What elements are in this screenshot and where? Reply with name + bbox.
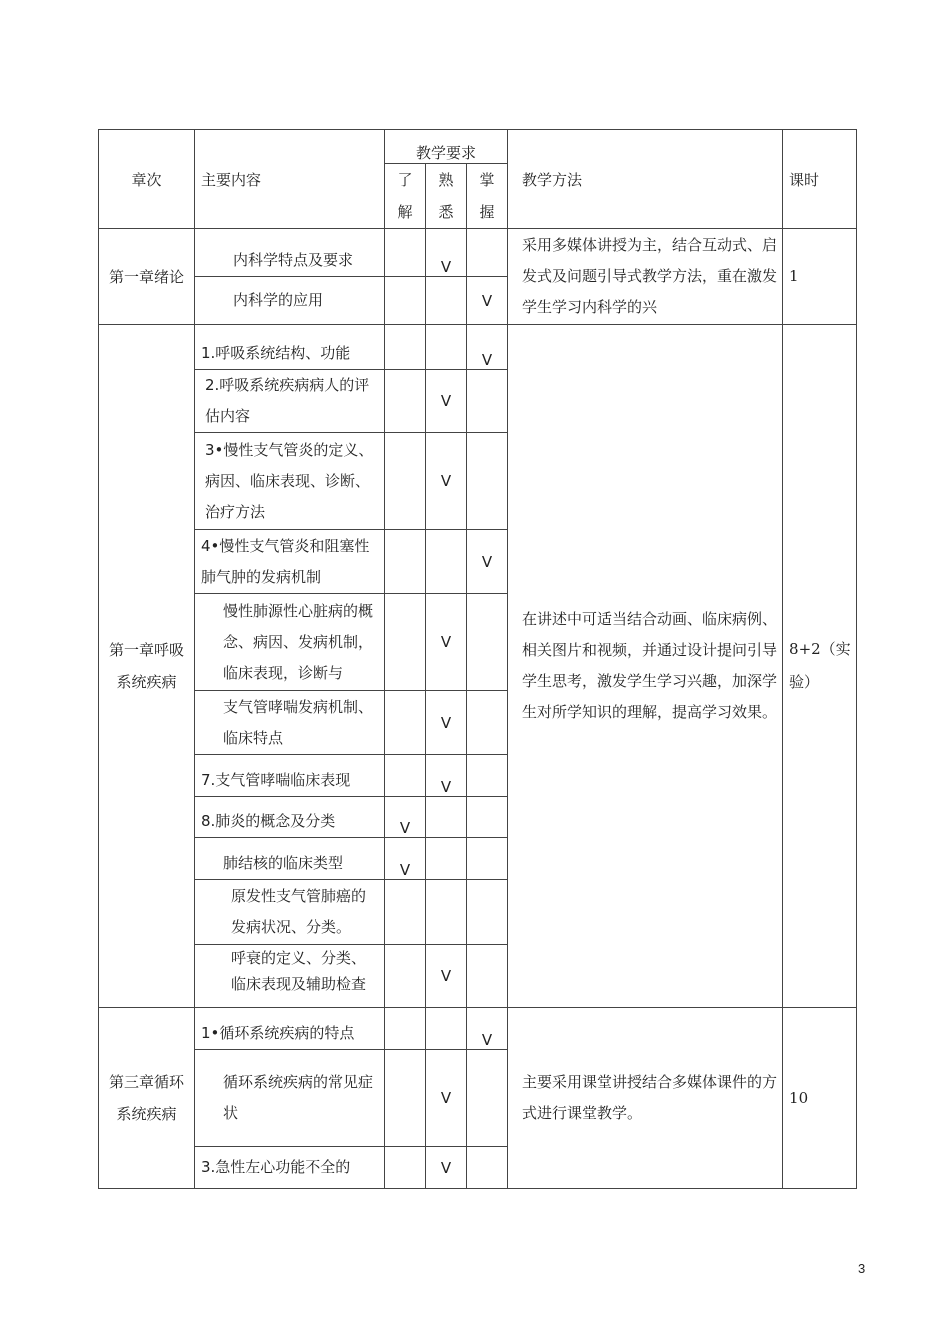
header-hours: 课时: [783, 130, 857, 229]
ch2-topic-10: 原发性支气管肺癌的发病状况、分类。: [195, 880, 385, 945]
ch1-method: 采用多媒体讲授为主，结合互动式、启发式及问题引导式教学方法，重在激发学生学习内科学的兴: [508, 229, 783, 325]
ch3-hours: 10: [783, 1008, 857, 1189]
chapter-2-title: 第一章呼吸系统疾病: [99, 325, 195, 1008]
ch2-topic-11: 呼衰的定义、分类、临床表现及辅助检查: [195, 945, 385, 1008]
ch2-hours: 8+2（实验）: [783, 325, 857, 1008]
ch3-topic-3: 3.急性左心功能不全的: [195, 1147, 385, 1189]
ch2-mark-1: V: [467, 325, 508, 370]
ch3-mark-1: V: [467, 1008, 508, 1050]
ch3-method: 主要采用课堂讲授结合多媒体课件的方式进行课堂教学。: [508, 1008, 783, 1189]
page-number: 3: [858, 1261, 866, 1276]
chapter-1-title: 第一章绪论: [99, 229, 195, 325]
header-familiar: 熟悉: [426, 164, 467, 229]
ch2-mark-5: V: [426, 594, 467, 691]
ch2-mark-2: V: [426, 370, 467, 433]
ch2-topic-8: 8.肺炎的概念及分类: [195, 797, 385, 838]
ch2-mark-9: V: [385, 838, 426, 880]
ch3-topic-1: 1•循环系统疾病的特点: [195, 1008, 385, 1050]
ch2-mark-4: V: [467, 530, 508, 594]
ch2-mark-3: V: [426, 433, 467, 530]
ch1-hours: 1: [783, 229, 857, 325]
ch1-topic-1: 内科学特点及要求: [195, 229, 385, 277]
header-master: 掌握: [467, 164, 508, 229]
header-requirement: 教学要求: [385, 130, 508, 164]
ch1-topic-2: 内科学的应用: [195, 277, 385, 325]
header-understand: 了解: [385, 164, 426, 229]
ch2-topic-2: 2.呼吸系统疾病病人的评估内容: [195, 370, 385, 433]
ch2-topic-3: 3•慢性支气管炎的定义、病因、临床表现、诊断、治疗方法: [195, 433, 385, 530]
ch1-mark-1: V: [426, 229, 467, 277]
ch1-mark-2: V: [467, 277, 508, 325]
ch2-topic-1: 1.呼吸系统结构、功能: [195, 325, 385, 370]
ch2-topic-5: 慢性肺源性心脏病的概念、病因、发病机制，临床表现，诊断与: [195, 594, 385, 691]
ch2-mark-7: V: [426, 755, 467, 797]
ch2-mark-6: V: [426, 691, 467, 755]
ch3-mark-3: V: [426, 1147, 467, 1189]
ch2-topic-4: 4•慢性支气管炎和阻塞性肺气肿的发病机制: [195, 530, 385, 594]
header-content: 主要内容: [195, 130, 385, 229]
chapter-3-title: 第三章循环系统疾病: [99, 1008, 195, 1189]
ch2-mark-11: V: [426, 945, 467, 1008]
header-method: 教学方法: [508, 130, 783, 229]
ch2-topic-9: 肺结核的临床类型: [195, 838, 385, 880]
ch2-topic-6: 支气管哮喘发病机制、临床特点: [195, 691, 385, 755]
header-chapter: 章次: [99, 130, 195, 229]
syllabus-table: [98, 129, 857, 1189]
ch2-method: 在讲述中可适当结合动画、临床病例、相关图片和视频，并通过设计提问引导学生思考，激发学生学习兴趣，加深学生对所学知识的理解，提高学习效果。: [508, 325, 783, 1008]
ch3-topic-2: 循环系统疾病的常见症状: [195, 1050, 385, 1147]
ch2-mark-8: V: [385, 797, 426, 838]
ch2-topic-7: 7.支气管哮喘临床表现: [195, 755, 385, 797]
ch3-mark-2: V: [426, 1050, 467, 1147]
